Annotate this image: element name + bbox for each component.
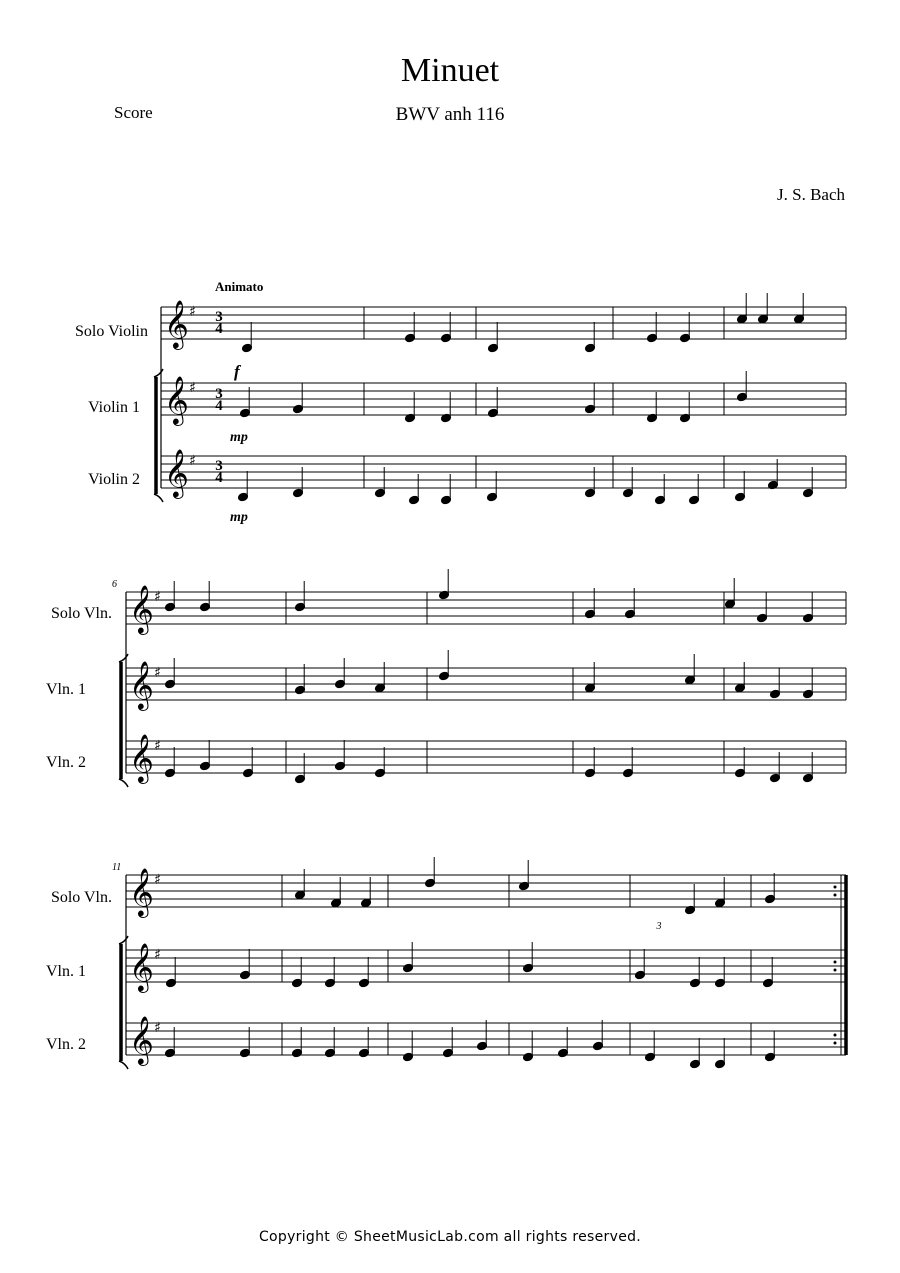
instrument-label-violin-1: Violin 1 (88, 399, 140, 416)
instrument-label-vln2-s3: Vln. 2 (46, 1036, 86, 1053)
time-sig-bottom-solo: 4 (215, 321, 223, 337)
catalog-number: BWV anh 116 (395, 104, 505, 125)
bracket-top-hook (119, 936, 128, 944)
instrument-label-violin-2: Violin 2 (88, 471, 140, 488)
repeat-dot (834, 961, 837, 964)
composer-name: J. S. Bach (777, 185, 845, 204)
dynamic-forte: f (234, 362, 240, 381)
time-sig-top-vln2: 3 (215, 458, 223, 474)
repeat-dot (834, 1042, 837, 1045)
treble-clef-icon: 𝄞 (164, 448, 189, 497)
instrument-label-solo-vln-s3: Solo Vln. (50, 889, 112, 906)
tempo-marking: Animato (215, 279, 264, 294)
measure-number-11: 11 (112, 862, 122, 873)
sharp-icon: ♯ (154, 589, 161, 605)
treble-clef-icon: 𝄞 (129, 942, 154, 991)
piece-title: Minuet (400, 52, 500, 89)
time-sig-bottom-vln1: 4 (215, 398, 223, 414)
sharp-icon: ♯ (189, 380, 196, 396)
time-sig-top-solo: 3 (215, 309, 223, 325)
treble-clef-icon: 𝄞 (129, 660, 154, 709)
sharp-icon: ♯ (189, 304, 196, 320)
treble-clef-icon: 𝄞 (164, 375, 189, 424)
instrument-label-vln1-s2: Vln. 1 (46, 681, 86, 698)
sharp-icon: ♯ (154, 665, 161, 681)
copyright-notice: Copyright © SheetMusicLab.com all rights reserved. (258, 1229, 642, 1245)
time-sig-bottom-vln2: 4 (215, 470, 223, 486)
sharp-icon: ♯ (154, 1020, 161, 1036)
measure-number-6: 6 (112, 579, 117, 590)
repeat-dot (834, 969, 837, 972)
treble-clef-icon: 𝄞 (164, 299, 189, 348)
repeat-dot (834, 1034, 837, 1037)
instrument-label-vln2-s2: Vln. 2 (46, 754, 86, 771)
dynamic-mp-vln1: mp (230, 430, 248, 445)
dynamic-mp-vln2: mp (230, 510, 248, 525)
bracket-bottom-hook (119, 1061, 128, 1069)
sharp-icon: ♯ (189, 453, 196, 469)
score-label: Score (114, 103, 153, 122)
treble-clef-icon: 𝄞 (129, 867, 154, 916)
treble-clef-icon: 𝄞 (129, 1015, 154, 1064)
sharp-icon: ♯ (154, 872, 161, 888)
bracket-top-hook (119, 654, 128, 662)
treble-clef-icon: 𝄞 (129, 733, 154, 782)
sharp-icon: ♯ (154, 738, 161, 754)
treble-clef-icon: 𝄞 (129, 584, 154, 633)
repeat-dot (834, 886, 837, 889)
time-sig-top-vln1: 3 (215, 386, 223, 402)
instrument-label-vln1-s3: Vln. 1 (46, 963, 86, 980)
sharp-icon: ♯ (154, 947, 161, 963)
repeat-dot (834, 894, 837, 897)
tuplet-number: 3 (656, 921, 662, 932)
bracket-bottom-hook (154, 494, 163, 502)
instrument-label-solo-vln-s2: Solo Vln. (50, 605, 112, 622)
bracket-bottom-hook (119, 779, 128, 787)
bracket-top-hook (154, 369, 163, 377)
instrument-label-solo-violin: Solo Violin (75, 323, 148, 340)
